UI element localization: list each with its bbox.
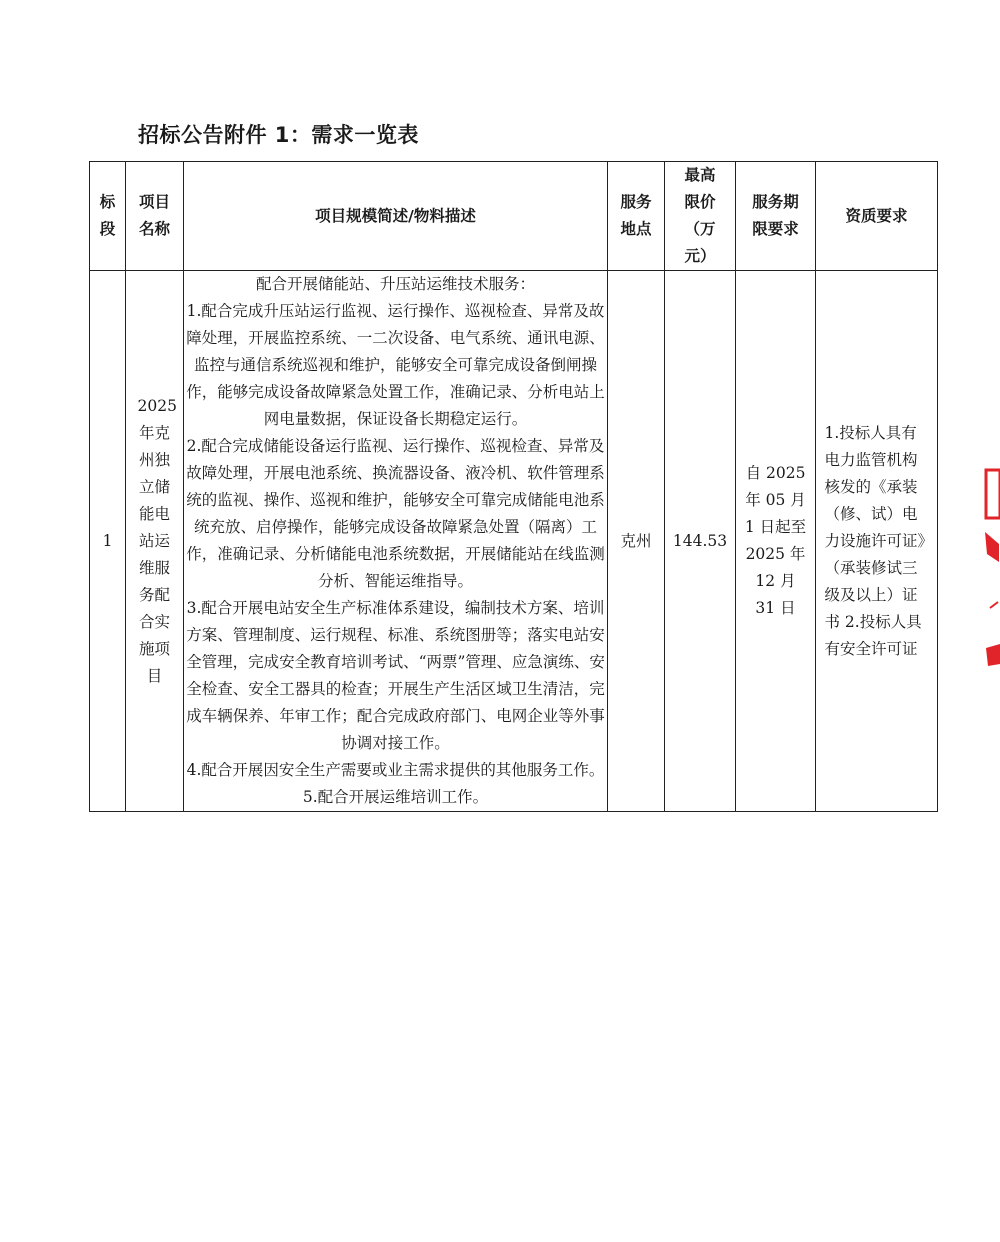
cell-section: 1 (90, 271, 126, 812)
cell-qualification: 1.投标人具有电力监管机构核发的《承装（修、试）电力设施许可证》（承装修试三级及以上）证书 2.投标人具有安全许可证 (816, 271, 938, 812)
table-header-row (90, 162, 938, 271)
cell-max-price: 144.53 (665, 271, 736, 812)
header-service-period: 服务期限要求 (736, 162, 816, 271)
header-project-name: 项目名称 (126, 162, 184, 271)
cell-service-period: 自 2025 年 05 月 1 日起至 2025 年 12 月 31 日 (736, 271, 816, 812)
page-title: 招标公告附件 1：需求一览表 (138, 123, 419, 147)
desc-item-1: 1.配合完成升压站运行监视、运行操作、巡视检查、异常及故障处理，开展监控系统、一二次设备、电气系统、通讯电源、监控与通信系统巡视和维护，能够安全可靠完成设备倒闸操作，能够完成设备故障紧急处置工作，准确记录、分析电站上网电量数据，保证设备长期稳定运行。 (186, 302, 605, 428)
table-row (90, 271, 938, 812)
header-section: 标段 (90, 162, 126, 271)
cell-location: 克州 (608, 271, 665, 812)
desc-item-5: 5.配合开展运维培训工作。 (302, 788, 489, 806)
desc-item-3: 3.配合开展电站安全生产标准体系建设，编制技术方案、培训方案、管理制度、运行规程、标准、系统图册等；落实电站安全管理，完成安全教育培训考试、“两票”管理、应急演练、安全检查、安全工器具的检查；开展生产生活区域卫生清洁，完成车辆保养、年审工作；配合完成政府部门、电网企业等外事协调对接工作。 (186, 599, 605, 752)
header-qualification: 资质要求 (816, 162, 938, 271)
header-description: 项目规模简述/物料描述 (184, 162, 608, 271)
desc-item-2: 2.配合完成储能设备运行监视、运行操作、巡视检查、异常及故障处理，开展电池系统、换流器设备、液冷机、软件管理系统的监视、操作、巡视和维护，能够安全可靠完成储能电池系统充放、启停操作，能够完成设备故障紧急处置（隔离）工作，准确记录、分析储能电池系统数据，开展储能站在线监测分析、智能运维指导。 (186, 437, 605, 590)
cell-description (184, 271, 608, 812)
seal-mark-4 (986, 644, 1000, 666)
header-max-price: 最高限价（万元） (665, 162, 736, 271)
cell-project-name: 2025年克州独立储能电站运维服务配合实施项目 (126, 271, 184, 812)
red-seal-stamp (982, 468, 1000, 668)
seal-mark-1 (986, 470, 1000, 518)
desc-intro: 配合开展储能站、升压站运维技术服务： (255, 275, 535, 293)
header-location: 服务地点 (608, 162, 665, 271)
requirements-table (89, 161, 938, 812)
seal-mark-2 (985, 532, 999, 562)
seal-mark-3 (990, 602, 998, 608)
desc-item-4: 4.配合开展因安全生产需要或业主需求提供的其他服务工作。 (186, 761, 605, 779)
